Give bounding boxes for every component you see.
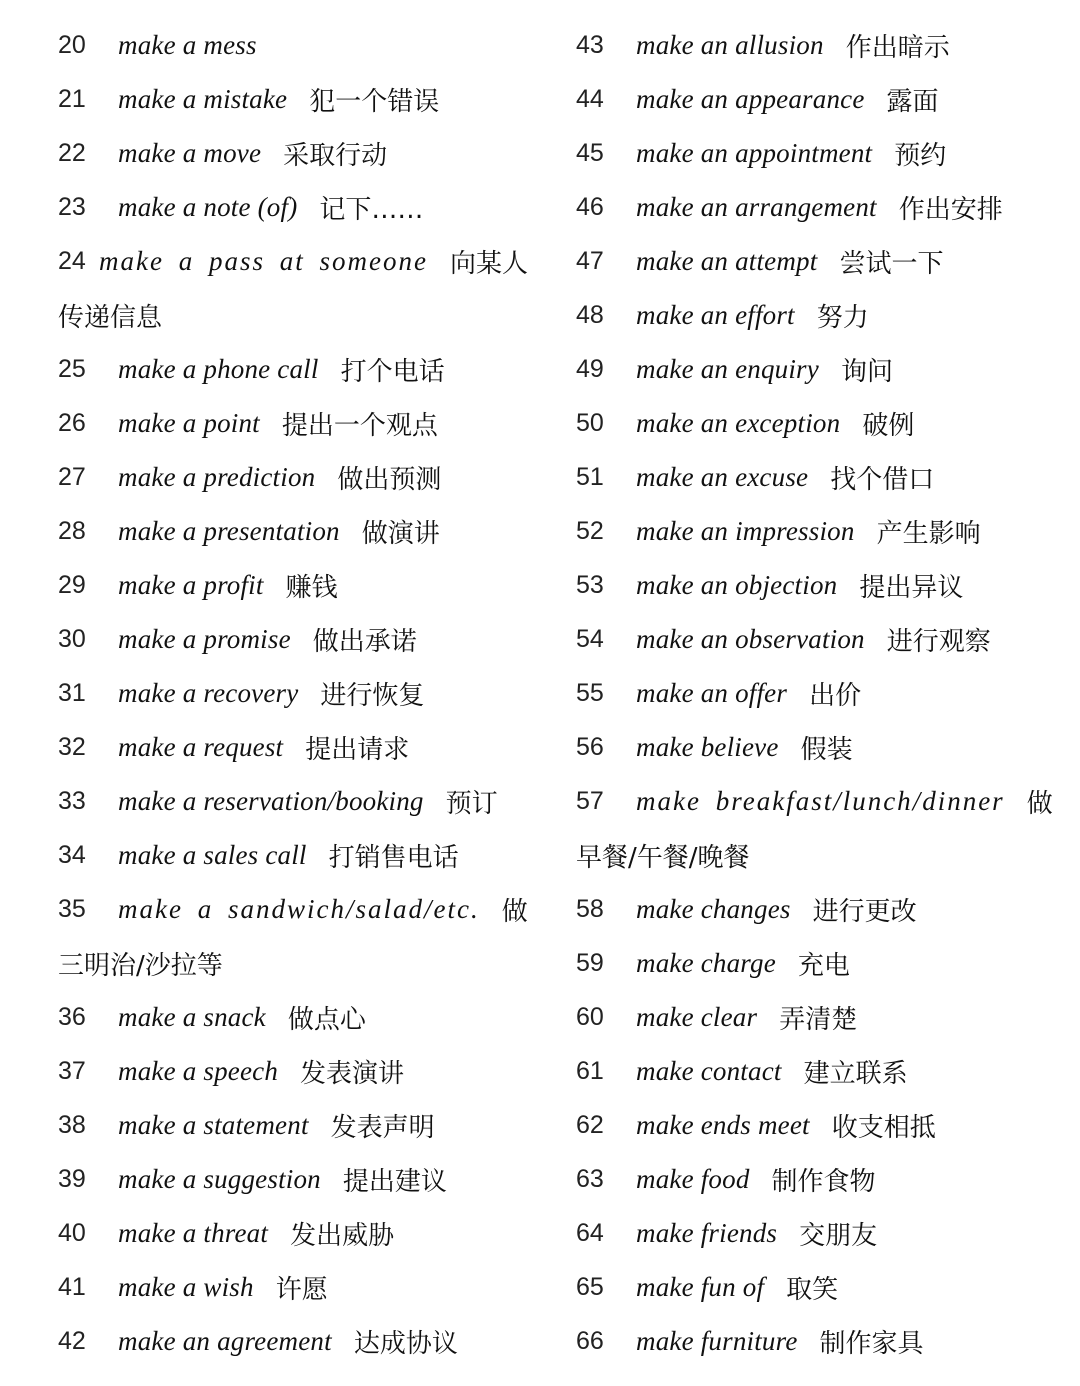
english-phrase: make a point (118, 407, 260, 438)
english-phrase: make a mistake (118, 83, 288, 114)
english-phrase: make a prediction (118, 461, 316, 492)
phrase-row (58, 558, 528, 612)
phrase-number: 30 (58, 624, 86, 653)
english-phrase: make an impression (636, 515, 855, 546)
chinese-translation: 努力 (816, 302, 869, 333)
phrase-row (58, 1206, 528, 1260)
phrase-number: 35 (58, 894, 86, 923)
phrase-number: 38 (58, 1110, 86, 1139)
chinese-translation: 预订 (445, 788, 498, 819)
english-phrase: make a suggestion (118, 1163, 321, 1194)
phrase-row (58, 234, 528, 288)
phrase-row (576, 1314, 1056, 1368)
english-phrase: make a speech (118, 1055, 279, 1086)
chinese-translation: 制作食物 (771, 1166, 876, 1197)
phrase-number: 27 (58, 462, 86, 491)
chinese-translation: 弄清楚 (779, 1004, 858, 1035)
chinese-translation: 做演讲 (361, 518, 440, 549)
phrase-number: 28 (58, 516, 86, 545)
phrase-row (576, 1152, 1056, 1206)
phrase-row (58, 774, 528, 828)
phrase-row (58, 990, 528, 1044)
english-phrase: make an allusion (636, 29, 824, 60)
chinese-translation: 提出建议 (342, 1166, 447, 1197)
english-phrase: make an agreement (118, 1325, 332, 1356)
phrase-number: 61 (576, 1056, 604, 1085)
phrase-row (576, 774, 1056, 828)
phrase-number: 25 (58, 354, 86, 383)
chinese-translation: 发出威胁 (290, 1220, 395, 1251)
phrase-number: 58 (576, 894, 604, 923)
phrase-number: 39 (58, 1164, 86, 1193)
chinese-translation: 发表声明 (330, 1112, 435, 1143)
chinese-translation: 提出异议 (859, 572, 964, 603)
phrase-row (576, 126, 1056, 180)
phrase-row (576, 342, 1056, 396)
phrase-number: 32 (58, 732, 86, 761)
phrase-row (576, 18, 1056, 72)
chinese-translation: 制作家具 (819, 1328, 924, 1359)
english-phrase: make fun of (636, 1271, 765, 1302)
english-phrase: make a threat (118, 1217, 269, 1248)
english-phrase: make believe (636, 731, 779, 762)
phrase-row (576, 180, 1056, 234)
phrase-row (58, 720, 528, 774)
phrase-row (576, 558, 1056, 612)
chinese-translation: 建立联系 (803, 1058, 908, 1089)
phrase-number: 41 (58, 1272, 86, 1301)
chinese-translation: 假装 (800, 734, 853, 765)
left-phrase-column (58, 18, 528, 1368)
phrase-row (58, 1152, 528, 1206)
english-phrase: make furniture (636, 1325, 798, 1356)
english-phrase: make a wish (118, 1271, 254, 1302)
phrase-number: 26 (58, 408, 86, 437)
phrase-number: 31 (58, 678, 86, 707)
phrase-row (576, 720, 1056, 774)
english-phrase: make ends meet (636, 1109, 810, 1140)
phrase-number: 56 (576, 732, 604, 761)
chinese-translation: 做 (1026, 788, 1053, 819)
phrase-row (576, 1098, 1056, 1152)
phrase-row (576, 234, 1056, 288)
chinese-translation: 打个电话 (340, 356, 445, 387)
phrase-number: 46 (576, 192, 604, 221)
chinese-translation: 产生影响 (876, 518, 981, 549)
english-phrase: make an offer (636, 677, 788, 708)
phrase-number: 47 (576, 246, 604, 275)
phrase-number: 62 (576, 1110, 604, 1139)
phrase-row (576, 396, 1056, 450)
english-phrase: make a sales call (118, 839, 307, 870)
chinese-translation: 许愿 (275, 1274, 328, 1305)
english-phrase: make breakfast/lunch/dinner (636, 785, 1005, 816)
phrase-row (58, 342, 528, 396)
english-phrase: make a presentation (118, 515, 340, 546)
english-phrase: make an arrangement (636, 191, 877, 222)
phrase-row (58, 1314, 528, 1368)
phrase-row (576, 936, 1056, 990)
english-phrase: make a sandwich/salad/etc. (118, 893, 480, 924)
english-phrase: make friends (636, 1217, 778, 1248)
english-phrase: make a phone call (118, 353, 319, 384)
phrase-row (576, 666, 1056, 720)
chinese-translation: 露面 (886, 86, 939, 117)
phrase-number: 23 (58, 192, 86, 221)
english-phrase: make an appointment (636, 137, 873, 168)
phrase-row (58, 72, 528, 126)
english-phrase: make contact (636, 1055, 782, 1086)
phrase-number: 65 (576, 1272, 604, 1301)
chinese-translation: 充电 (797, 950, 850, 981)
phrase-row (58, 1098, 528, 1152)
chinese-translation: 取笑 (786, 1274, 839, 1305)
phrase-number: 66 (576, 1326, 604, 1355)
chinese-translation: 采取行动 (283, 140, 388, 171)
english-phrase: make an excuse (636, 461, 809, 492)
chinese-translation: 提出一个观点 (281, 410, 438, 441)
phrase-row (58, 828, 528, 882)
phrase-number: 43 (576, 30, 604, 59)
phrase-number: 64 (576, 1218, 604, 1247)
chinese-translation: 进行恢复 (320, 680, 425, 711)
chinese-translation: 做出预测 (337, 464, 442, 495)
english-phrase: make a reservation/booking (118, 785, 424, 816)
phrase-row (576, 288, 1056, 342)
english-phrase: make a promise (118, 623, 291, 654)
phrase-number: 52 (576, 516, 604, 545)
phrase-row (58, 1044, 528, 1098)
phrase-row (58, 666, 528, 720)
phrase-number: 48 (576, 300, 604, 329)
phrase-row (58, 450, 528, 504)
phrase-number: 37 (58, 1056, 86, 1085)
chinese-translation: 出价 (809, 680, 862, 711)
phrase-number: 51 (576, 462, 604, 491)
phrase-number: 21 (58, 84, 86, 113)
phrase-number: 22 (58, 138, 86, 167)
phrase-number: 63 (576, 1164, 604, 1193)
english-phrase: make charge (636, 947, 776, 978)
phrase-number: 49 (576, 354, 604, 383)
chinese-translation: 赚钱 (285, 572, 338, 603)
phrase-row (576, 450, 1056, 504)
chinese-translation: 预约 (894, 140, 947, 171)
english-phrase: make a snack (118, 1001, 266, 1032)
chinese-translation: 询问 (840, 356, 893, 387)
phrase-number: 53 (576, 570, 604, 599)
english-phrase: make a mess (118, 29, 257, 60)
english-phrase: make an effort (636, 299, 795, 330)
phrase-row (58, 882, 528, 936)
phrase-number: 20 (58, 30, 86, 59)
english-phrase: make a profit (118, 569, 264, 600)
translation-continuation: 三明治/沙拉等 (58, 950, 223, 981)
chinese-translation: 达成协议 (353, 1328, 458, 1359)
right-phrase-column (576, 18, 1056, 1368)
chinese-translation: 犯一个错误 (309, 86, 440, 117)
phrase-number: 36 (58, 1002, 86, 1031)
phrase-number: 60 (576, 1002, 604, 1031)
phrase-number: 33 (58, 786, 86, 815)
phrase-row (58, 18, 528, 72)
english-phrase: make an exception (636, 407, 841, 438)
phrase-row (58, 126, 528, 180)
english-phrase: make an objection (636, 569, 838, 600)
chinese-translation: 打销售电话 (328, 842, 459, 873)
chinese-translation: 尝试一下 (839, 248, 944, 279)
phrase-number: 42 (58, 1326, 86, 1355)
phrase-number: 44 (576, 84, 604, 113)
phrase-row (576, 990, 1056, 1044)
english-phrase: make an attempt (636, 245, 818, 276)
phrase-row (58, 396, 528, 450)
phrase-number: 57 (576, 786, 604, 815)
chinese-translation: 进行观察 (886, 626, 991, 657)
phrase-number: 45 (576, 138, 604, 167)
phrase-row (576, 1206, 1056, 1260)
phrase-number: 55 (576, 678, 604, 707)
phrase-row (58, 180, 528, 234)
phrase-number: 54 (576, 624, 604, 653)
phrase-row (58, 1260, 528, 1314)
english-phrase: make a statement (118, 1109, 309, 1140)
chinese-translation: 进行更改 (812, 896, 917, 927)
phrase-number: 50 (576, 408, 604, 437)
phrase-number: 59 (576, 948, 604, 977)
chinese-translation: 做出承诺 (312, 626, 417, 657)
translation-continuation: 早餐/午餐/晚餐 (576, 842, 750, 873)
english-phrase: make food (636, 1163, 750, 1194)
phrase-number: 24 (58, 246, 86, 275)
phrase-row (58, 504, 528, 558)
chinese-translation: 破例 (862, 410, 915, 441)
english-phrase: make changes (636, 893, 791, 924)
phrase-number: 34 (58, 840, 86, 869)
english-phrase: make an enquiry (636, 353, 819, 384)
phrase-row (576, 504, 1056, 558)
phrase-row (576, 1044, 1056, 1098)
english-phrase: make an appearance (636, 83, 865, 114)
chinese-translation: 作出暗示 (845, 32, 950, 63)
chinese-translation: 记下…… (319, 194, 424, 225)
translation-continuation: 传递信息 (58, 302, 163, 333)
english-phrase: make a move (118, 137, 262, 168)
phrase-number: 29 (58, 570, 86, 599)
english-phrase: make a pass at someone (99, 245, 428, 276)
chinese-translation: 做点心 (287, 1004, 366, 1035)
english-phrase: make an observation (636, 623, 865, 654)
phrase-number: 40 (58, 1218, 86, 1247)
phrase-row (58, 612, 528, 666)
chinese-translation: 找个借口 (830, 464, 935, 495)
english-phrase: make clear (636, 1001, 758, 1032)
chinese-translation: 收支相抵 (831, 1112, 936, 1143)
chinese-translation: 交朋友 (799, 1220, 878, 1251)
english-phrase: make a note (of) (118, 191, 298, 222)
phrase-row (576, 882, 1056, 936)
phrase-row (576, 1260, 1056, 1314)
chinese-translation: 做 (501, 896, 528, 927)
english-phrase: make a recovery (118, 677, 299, 708)
chinese-translation: 向某人 (449, 248, 528, 279)
chinese-translation: 提出请求 (305, 734, 410, 765)
chinese-translation: 作出安排 (898, 194, 1003, 225)
english-phrase: make a request (118, 731, 284, 762)
phrase-row (576, 72, 1056, 126)
chinese-translation: 发表演讲 (300, 1058, 405, 1089)
phrase-row (576, 612, 1056, 666)
